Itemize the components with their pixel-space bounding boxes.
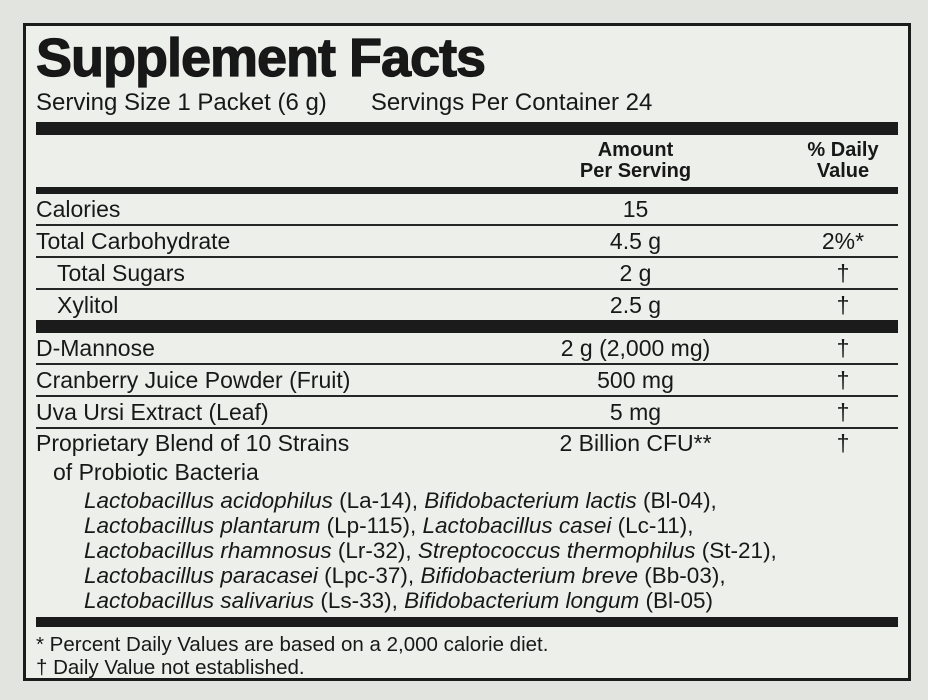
table-row-calories (36, 194, 898, 224)
nutrient-amount: 500 mg (597, 366, 674, 393)
footnote-dv-not-established: † Daily Value not established. (36, 656, 305, 679)
nutrient-daily-value: 2%* (821, 227, 865, 254)
nutrient-daily-value: † (836, 291, 850, 318)
strain-code: (Ls-33), (314, 588, 405, 613)
divider-bar-medium (36, 187, 898, 194)
strain-species: Bifidobacterium lactis (424, 488, 637, 513)
strain-line (84, 538, 898, 563)
nutrient-amount: 2.5 g (609, 291, 662, 318)
nutrient-daily-value: † (836, 430, 850, 456)
nutrient-name: Xylitol (57, 291, 119, 318)
dv-header-line2: Value (816, 160, 870, 182)
table-row-total-carbohydrate (36, 224, 898, 256)
serving-size: Serving Size 1 Packet (6 g) (36, 89, 327, 116)
divider-bar-thick-top (36, 122, 898, 135)
proprietary-blend-line1: Proprietary Blend of 10 Strains (36, 430, 350, 456)
proprietary-blend-line2: of Probiotic Bacteria (53, 459, 259, 485)
table-row-total-sugars (36, 256, 898, 288)
strain-species: Lactobacillus casei (422, 513, 612, 538)
strain-code: (La-14), (332, 488, 425, 513)
strain-line (84, 488, 898, 513)
column-header-spacer (36, 140, 518, 182)
page-title: Supplement Facts (36, 28, 486, 88)
nutrient-amount: 2 Billion CFU** (559, 430, 712, 456)
column-header-row (36, 135, 898, 187)
serving-info (36, 89, 898, 117)
strain-species: Lactobacillus salivarius (84, 588, 315, 613)
amount-header-line1: Amount (597, 139, 674, 161)
strain-code: (Lp-115), (320, 513, 423, 538)
table-row-proprietary-blend (36, 427, 898, 487)
nutrient-amount: 4.5 g (609, 227, 662, 254)
footnotes (36, 633, 898, 679)
divider-bar-thick-bottom (36, 617, 898, 627)
supplement-facts-panel (23, 23, 911, 681)
divider-bar-thick-middle (36, 320, 898, 333)
strain-code: (Bb-03), (638, 563, 726, 588)
nutrient-daily-value: † (836, 366, 850, 393)
strain-species: Streptococcus thermophilus (417, 538, 696, 563)
strain-species: Lactobacillus acidophilus (84, 488, 333, 513)
nutrient-name: Total Carbohydrate (36, 227, 231, 254)
strain-line (84, 588, 898, 613)
strain-line (84, 513, 898, 538)
column-header-amount (518, 140, 753, 182)
amount-header-line2: Per Serving (579, 160, 692, 182)
nutrient-name: D-Mannose (36, 334, 155, 361)
nutrient-name: Cranberry Juice Powder (Fruit) (36, 366, 351, 393)
nutrient-name: Uva Ursi Extract (Leaf) (36, 398, 269, 425)
nutrient-name: Total Sugars (57, 259, 185, 286)
nutrient-daily-value: † (836, 334, 850, 361)
strain-species: Bifidobacterium longum (404, 588, 640, 613)
servings-per-container: Servings Per Container 24 (370, 89, 653, 116)
strain-species: Lactobacillus plantarum (84, 513, 321, 538)
table-row-cranberry-juice-powder (36, 363, 898, 395)
strain-code: (Lpc-37), (317, 563, 421, 588)
nutrient-name (36, 429, 518, 487)
column-header-daily-value (753, 140, 898, 182)
footnote-daily-values: * Percent Daily Values are based on a 2,000 calorie diet. (36, 633, 549, 656)
strain-line (84, 563, 898, 588)
strain-species: Lactobacillus paracasei (84, 563, 318, 588)
strain-species: Lactobacillus rhamnosus (84, 538, 332, 563)
probiotic-strain-list (84, 488, 898, 613)
strain-code: (Lc-11), (611, 513, 694, 538)
table-row-uva-ursi-extract (36, 395, 898, 427)
table-row-xylitol (36, 288, 898, 320)
dv-header-line1: % Daily (807, 139, 879, 161)
nutrient-amount: 5 mg (609, 398, 662, 425)
nutrient-amount: 15 (622, 195, 649, 222)
strain-code: (Bl-04), (636, 488, 717, 513)
strain-code: (Bl-05) (639, 588, 714, 613)
nutrient-daily-value: † (836, 398, 850, 425)
nutrient-daily-value: † (836, 259, 850, 286)
strain-species: Bifidobacterium breve (420, 563, 639, 588)
nutrient-amount: 2 g (2,000 mg) (560, 334, 711, 361)
strain-code: (St-21), (695, 538, 777, 563)
strain-code: (Lr-32), (331, 538, 418, 563)
table-row-d-mannose (36, 333, 898, 363)
nutrient-amount: 2 g (619, 259, 652, 286)
nutrient-name: Calories (36, 195, 121, 222)
